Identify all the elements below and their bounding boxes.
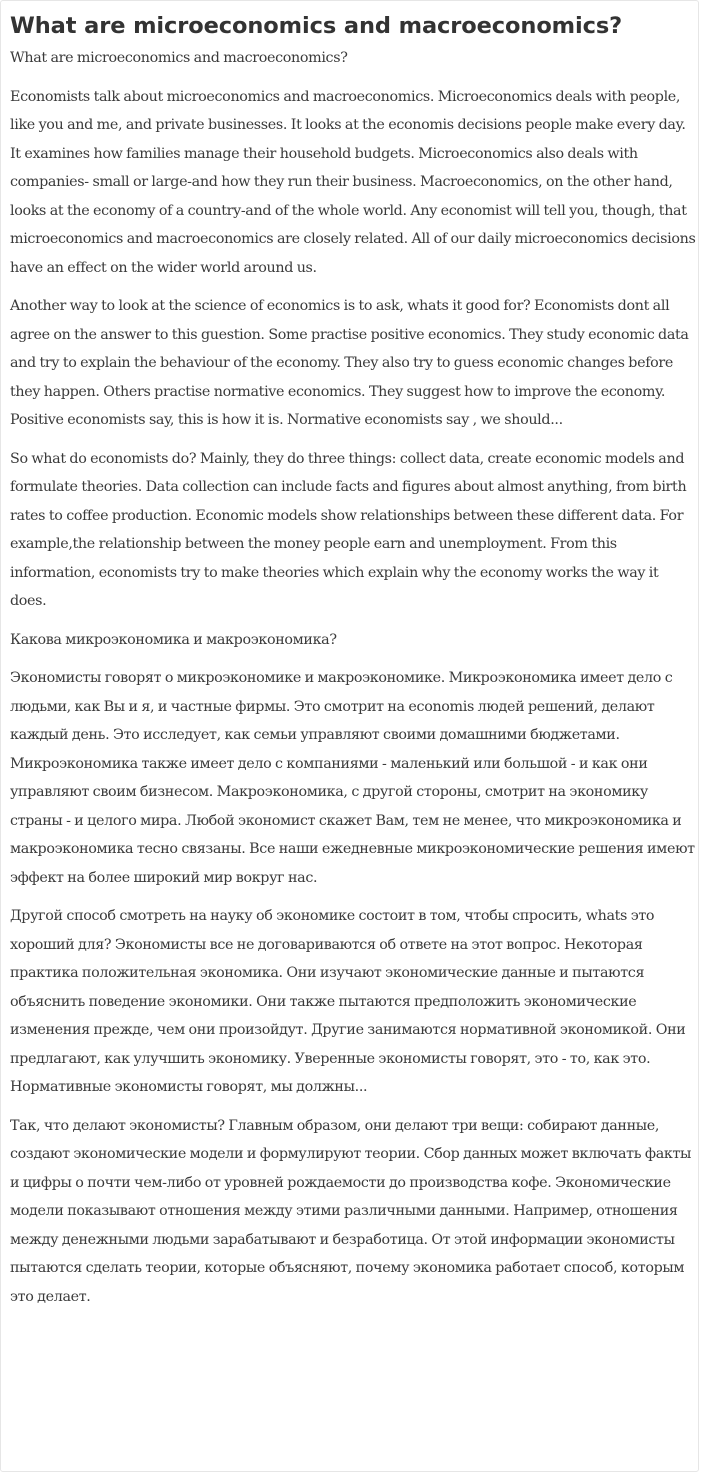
paragraph-subtitle-en: What are microeconomics and macroeconomics? xyxy=(10,50,348,66)
article-body xyxy=(1,44,698,1311)
paragraph-ru-2: Другой способ смотреть на науку об экономике состоит в том, чтобы спросить, whats это хороший для? Экономисты все не договариваются об ответе на этот вопрос. Некоторая практика положительная экономика. Они изучают экономические данные и пытаются объяснить поведение экономики. Они также пытаются предположить экономические изменения прежде, чем они произойдут. Другие занимаются нормативной экономикой. Они предлагают, как улучшить экономику. Уверенные экономисты говорят, это - то, как это. Нормативные экономисты говорят, мы должны... xyxy=(10,908,686,1095)
paragraph-en-2: Another way to look at the science of economics is to ask, whats it good for? Economists dont all agree on the answer to this guestion. Some practise positive economics. They study economic data and try to explain the behaviour of the economy. They also try to guess economic changes before they happen. Others practise normative economics. They suggest how to improve the economy. Positive economists say, this is how it is. Normative economists say , we should... xyxy=(10,298,689,428)
paragraph-ru-3: Так, что делают экономисты? Главным образом, они делают три вещи: собирают данные, создают экономические модели и формулируют теории. Сбор данных может включать факты и цифры о почти чем-либо от уровней рождаемости до производства кофе. Экономические модели показывают отношения между этими различными данными. Например, отношения между денежными людьми зарабатывают и безработица. От этой информации экономисты пытаются сделать теории, которые объясняют, почему экономика работает способ, которым это делает. xyxy=(10,1117,692,1305)
article-title: What are microeconomics and macroeconomics? xyxy=(10,13,623,39)
paragraph-en-1: Economists talk about microeconomics and macroeconomics. Microeconomics deals with people, like you and me, and private businesses. It looks at the economis decisions people make every day. It examines how families manage their household budgets. Microeconomics also deals with companies- small or large-and how they run their business. Macroeconomics, on the other hand, looks at the economy of a country-and of the whole world. Any economist will tell you, though, that microeconomics and macroeconomics are closely related. All of our daily microeconomics decisions have an effect on the wider world around us. xyxy=(10,88,696,276)
paragraph-en-3: So what do economists do? Mainly, they do three things: collect data, create economic models and formulate theories. Data collection can include facts and figures about almost anything, from birth rates to coffee production. Economic models show relationships between these different data. For example,the relationship between the money people earn and unemployment. From this information, economists try to make theories which explain why the economy works the way it does. xyxy=(10,450,687,609)
paragraph-subtitle-ru: Какова микроэкономика и макроэкономика? xyxy=(10,631,337,648)
paragraph-ru-1: Экономисты говорят о микроэкономике и макроэкономике. Микроэкономика имеет дело с людьми, как Вы и я, и частные фирмы. Это смотрит на economis людей решений, делают каждый день. Это исследует, как семьи управляют своими домашними бюджетами. Микроэкономика также имеет дело с компаниями - маленький или большой - и как они управляют своим бизнесом. Макроэкономика, с другой стороны, смотрит на экономику страны - и целого мира. Любой экономист скажет Вам, тем не менее, что микроэкономика и макроэкономика тесно связаны. Все наши ежедневные микроэкономические решения имеют эффект на более широкий мир вокруг нас. xyxy=(10,670,695,886)
